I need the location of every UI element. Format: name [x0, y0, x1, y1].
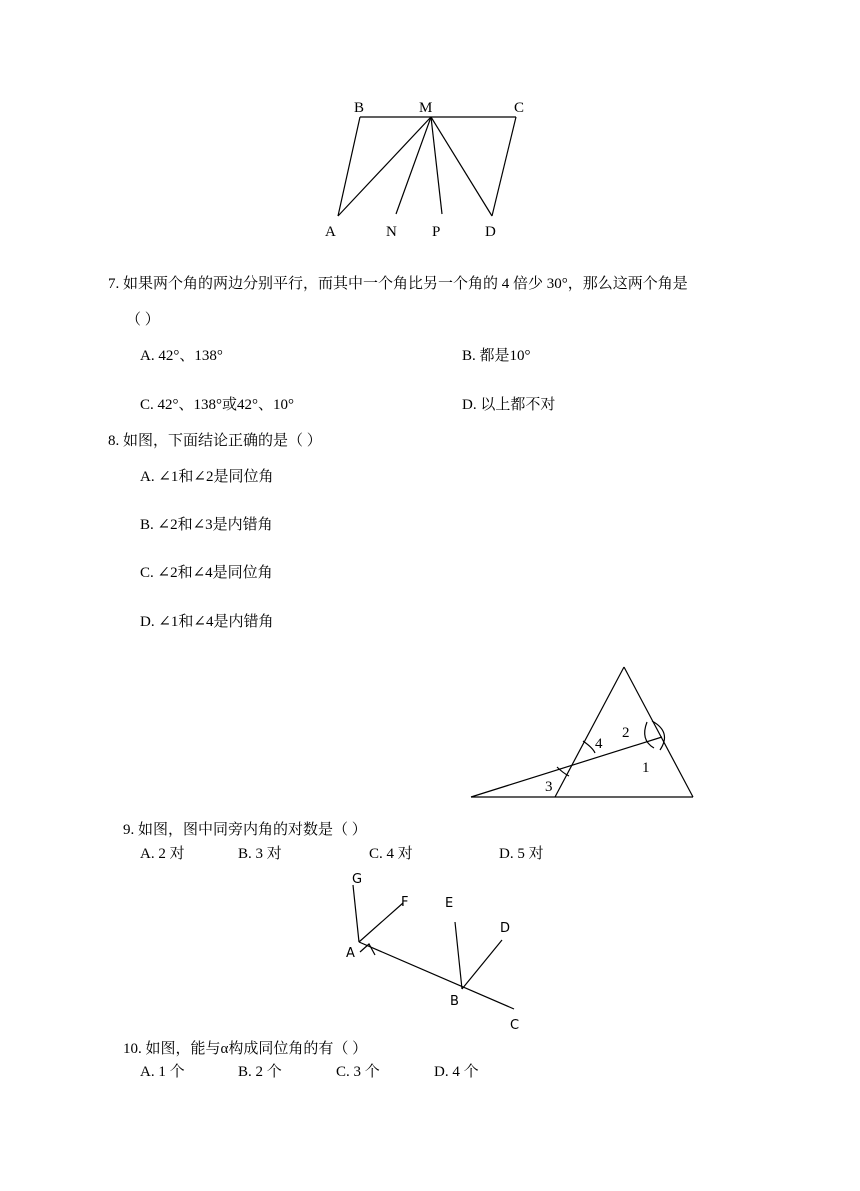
point-label-A: A [346, 946, 355, 961]
label-A: A [325, 224, 336, 240]
q7-paren: （ ） [126, 312, 160, 328]
q9-option-a: A. 2 对 [140, 846, 185, 862]
q10-stem: 10. 如图，能与α构成同位角的有（ ） [123, 1041, 368, 1057]
angle-label-4: 4 [595, 736, 603, 752]
q7-option-a: A. 42°、138° [140, 348, 223, 364]
label-M: M [419, 100, 433, 116]
label-B: B [354, 100, 365, 116]
figure-triangle-angles [0, 650, 860, 820]
point-label-D: D [500, 921, 511, 936]
q7-option-b: B. 都是10° [462, 348, 531, 364]
q8-option-a: A. ∠1和∠2是同位角 [140, 469, 274, 485]
point-label-F: F [401, 895, 409, 910]
point-label-E: E [445, 896, 454, 911]
figure-rays [0, 865, 860, 1035]
angle-label-1: 1 [642, 760, 650, 776]
ray-lines [353, 885, 514, 1009]
q9-option-c: C. 4 对 [369, 846, 413, 862]
trapezoid-lines [338, 117, 516, 216]
q9-stem: 9. 如图，图中同旁内角的对数是（ ） [123, 822, 367, 838]
label-P: P [432, 224, 441, 240]
q10-option-a: A. 1 个 [140, 1064, 185, 1080]
q7-option-c: C. 42°、138°或42°、10° [140, 397, 294, 413]
label-D: D [485, 224, 496, 240]
q10-option-b: B. 2 个 [238, 1064, 282, 1080]
q10-option-d: D. 4 个 [434, 1064, 479, 1080]
angle-label-3: 3 [545, 779, 553, 795]
point-label-G: G [352, 872, 363, 887]
q9-option-d: D. 5 对 [499, 846, 544, 862]
q8-option-d: D. ∠1和∠4是内错角 [140, 614, 274, 630]
q10-option-c: C. 3 个 [336, 1064, 380, 1080]
figure-trapezoid [0, 0, 860, 260]
q8-option-c: C. ∠2和∠4是同位角 [140, 565, 273, 581]
point-label-C: C [510, 1018, 520, 1033]
q8-option-b: B. ∠2和∠3是内错角 [140, 517, 273, 533]
q7-stem: 7. 如果两个角的两边分别平行，而其中一个角比另一个角的 4 倍少 30°，那么这两个角是 [108, 276, 688, 292]
label-N: N [386, 224, 397, 240]
triangle-lines [471, 667, 693, 797]
point-label-B: B [450, 994, 459, 1009]
angle-label-2: 2 [622, 725, 630, 741]
q8-stem: 8. 如图，下面结论正确的是（ ） [108, 433, 322, 449]
label-C: C [514, 100, 525, 116]
q7-option-d: D. 以上都不对 [462, 397, 556, 413]
q9-option-b: B. 3 对 [238, 846, 282, 862]
angle-marks [360, 944, 375, 955]
